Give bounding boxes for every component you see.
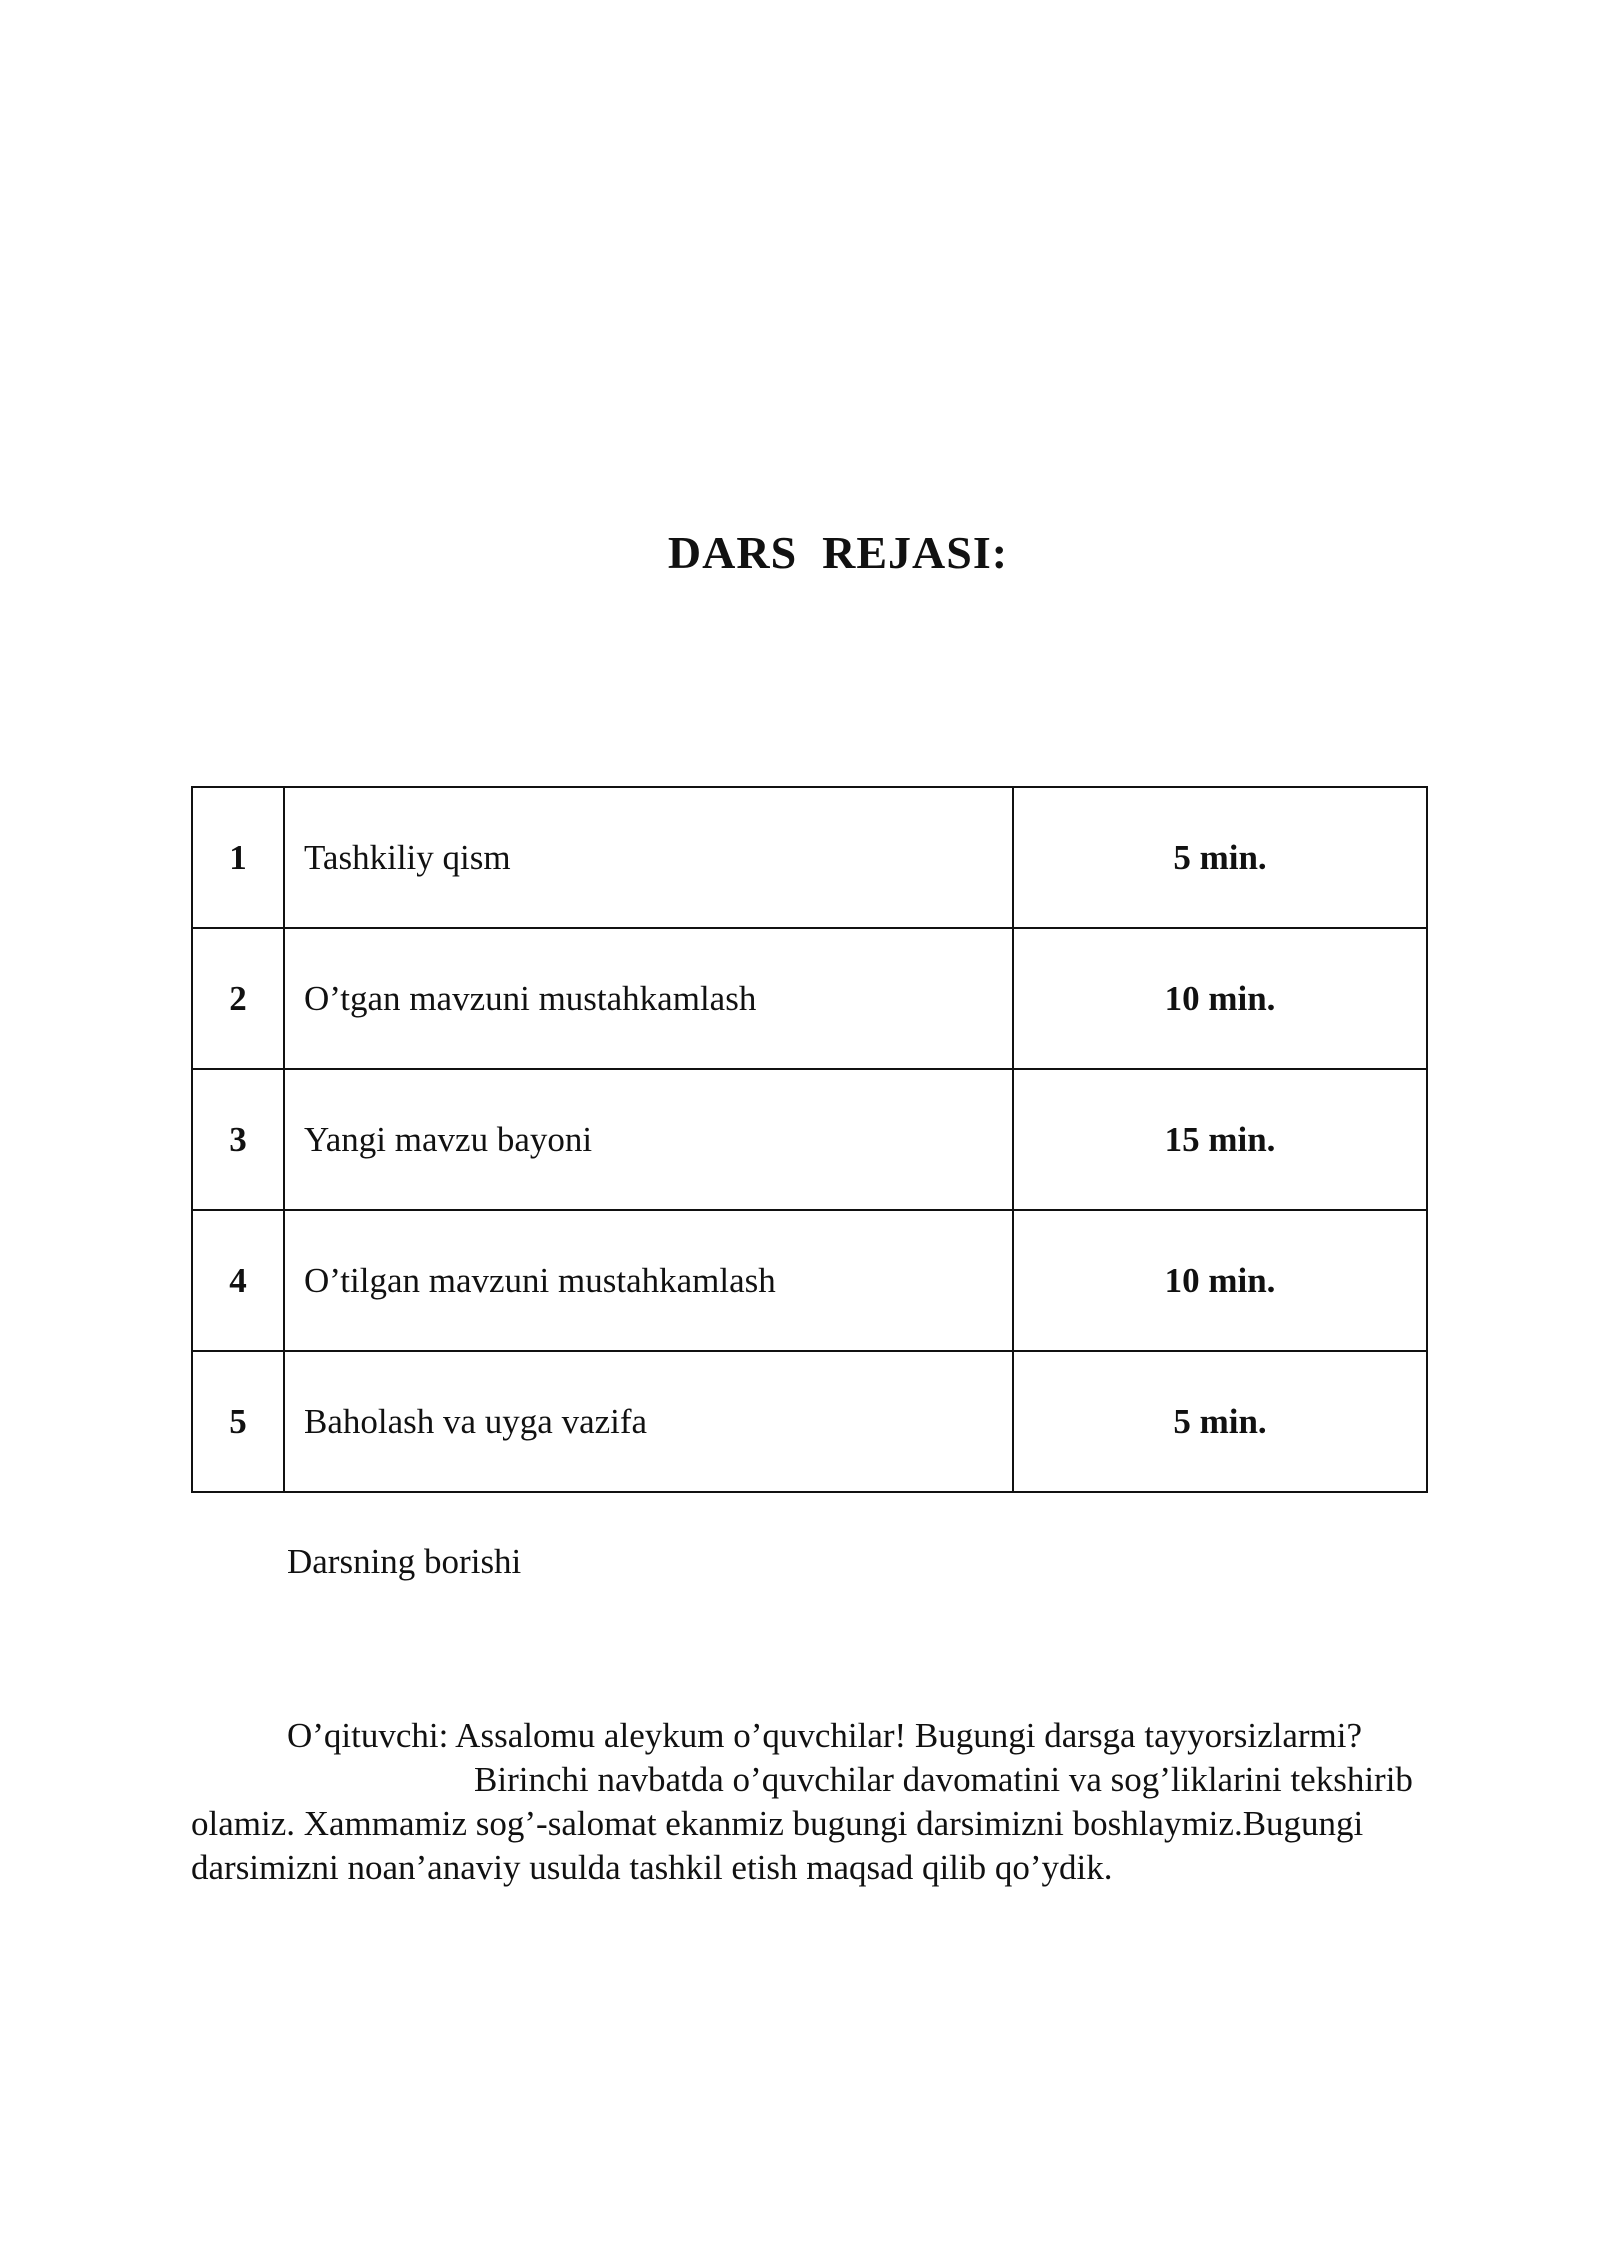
paragraph-line: O’qituvchi: Assalomu aleykum o’quvchilar! Bugungi darsga tayyorsizlarmi? [287,1716,1363,1755]
row-number: 2 [192,928,284,1069]
lesson-plan-table [191,786,1428,1493]
table-row [192,1351,1427,1492]
duration-cell: 5 min. [1013,787,1427,928]
table-row [192,787,1427,928]
row-number: 3 [192,1069,284,1210]
activity-cell: Baholash va uyga vazifa [284,1351,1013,1492]
row-number: 1 [192,787,284,928]
paragraph-line: darsimizni noan’anaviy usulda tashkil etish maqsad qilib qo’ydik. [191,1848,1113,1887]
activity-cell: O’tilgan mavzuni mustahkamlash [284,1210,1013,1351]
duration-cell: 10 min. [1013,1210,1427,1351]
row-number: 5 [192,1351,284,1492]
activity-cell: O’tgan mavzuni mustahkamlash [284,928,1013,1069]
duration-cell: 5 min. [1013,1351,1427,1492]
activity-cell: Tashkiliy qism [284,787,1013,928]
table-row [192,928,1427,1069]
lesson-progress-heading: Darsning borishi [287,1542,522,1581]
duration-cell: 10 min. [1013,928,1427,1069]
paragraph-line: olamiz. Xammamiz sog’-salomat ekanmiz bugungi darsimizni boshlaymiz.Bugungi [191,1804,1364,1843]
row-number: 4 [192,1210,284,1351]
body-paragraph [191,1714,1491,1890]
activity-cell: Yangi mavzu bayoni [284,1069,1013,1210]
table-row [192,1069,1427,1210]
paragraph-line: Birinchi navbatda o’quvchilar davomatini va sog’liklarini tekshirib [474,1760,1413,1799]
table-row [192,1210,1427,1351]
page-title: DARS REJASI: [667,527,1009,578]
duration-cell: 15 min. [1013,1069,1427,1210]
